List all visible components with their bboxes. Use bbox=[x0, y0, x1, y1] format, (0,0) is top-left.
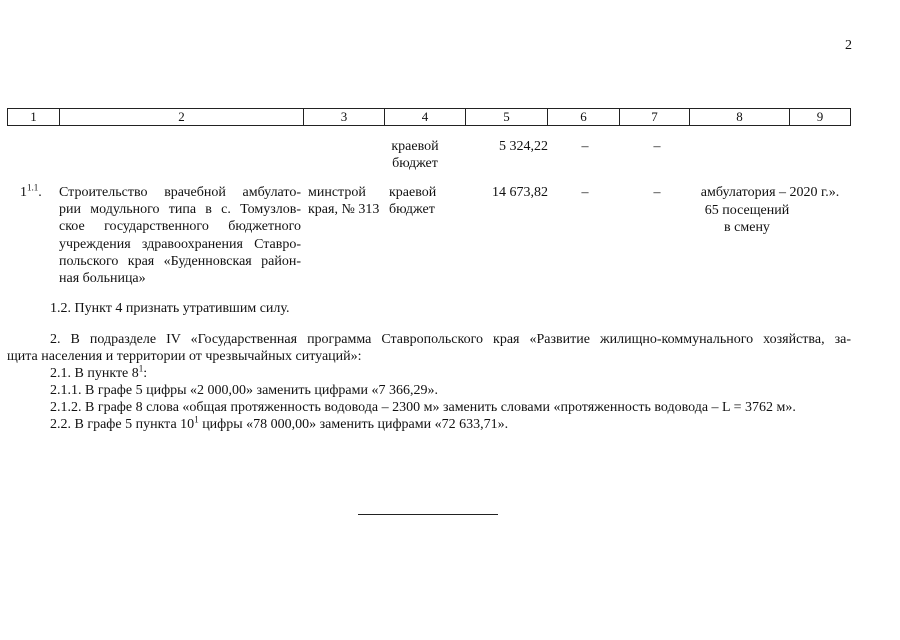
row-b-col7: – bbox=[653, 185, 661, 200]
row-b-name-line: польского края «Буденновская район- bbox=[59, 253, 301, 269]
row-b-result-line1: амбулатория – 2020 г.». bbox=[700, 185, 840, 200]
row-b-col6: – bbox=[581, 185, 589, 200]
header-col-3: 3 bbox=[304, 109, 385, 126]
row-b-result-line3: в смену bbox=[724, 220, 770, 235]
row-b-number: $1^{1.1}$. bbox=[20, 182, 42, 200]
header-col-7: 7 bbox=[620, 109, 690, 126]
paragraph-2-line2: щита населения и территории от чрезвычайных ситуаций»: bbox=[7, 349, 362, 364]
row-b-name-line: ная больница» bbox=[59, 271, 146, 287]
header-col-2: 2 bbox=[60, 109, 304, 126]
paragraph-2 bbox=[7, 331, 851, 365]
paragraph-1-2: 1.2. Пункт 4 признать утратившим силу. bbox=[50, 301, 290, 316]
row-a-col7: – bbox=[653, 139, 661, 154]
closing-divider-line bbox=[358, 514, 498, 515]
row-b-name bbox=[59, 184, 301, 287]
paragraph-2-line1: 2. В подразделе IV «Государственная программа Ставропольского края «Развитие жилищно-коммунального хозяйства, за- bbox=[50, 332, 851, 347]
row-a-col6: – bbox=[581, 139, 589, 154]
paragraph-2-1-2: 2.1.2. В графе 8 слова «общая протяженность водовода – 2300 м» заменить словами «протяженность водовода – L = 3762 м». bbox=[50, 400, 796, 415]
row-b-result-line2: 65 посещений bbox=[704, 203, 790, 218]
header-col-6: 6 bbox=[548, 109, 620, 126]
row-b-name-line: Строительство врачебной амбулато- bbox=[59, 185, 301, 200]
header-row bbox=[8, 109, 851, 126]
row-a-budget-line2: бюджет bbox=[392, 156, 438, 171]
row-a-budget-line1: краевой bbox=[391, 139, 439, 154]
paragraph-2-1: 2.1. В пункте $8^1$: bbox=[50, 363, 148, 381]
row-a-amount: 5 324,22 bbox=[499, 139, 548, 154]
row-b-name-line: ское государственного бюджетного bbox=[59, 219, 301, 235]
row-b-budget-line2: бюджет bbox=[389, 202, 435, 217]
header-col-1: 1 bbox=[8, 109, 60, 126]
row-b-executor-line1: минстрой bbox=[308, 185, 366, 200]
table-header bbox=[7, 108, 851, 126]
header-col-5: 5 bbox=[466, 109, 548, 126]
page-number: 2 bbox=[845, 38, 852, 53]
row-b-amount: 14 673,82 bbox=[492, 185, 548, 200]
header-col-4: 4 bbox=[385, 109, 466, 126]
paragraph-2-1-1: 2.1.1. В графе 5 цифры «2 000,00» заменить цифрами «7 366,29». bbox=[50, 383, 438, 398]
row-b-name-line: рии модульного типа в с. Томузлов- bbox=[59, 202, 301, 218]
row-b-name-line: учреждения здравоохранения Ставро- bbox=[59, 236, 301, 252]
header-col-9: 9 bbox=[790, 109, 851, 126]
row-b-executor-line2: края, № 313 bbox=[308, 202, 380, 217]
header-col-8: 8 bbox=[690, 109, 790, 126]
paragraph-2-2: 2.2. В графе 5 пункта $10^1$ цифры «78 000,00» заменить цифрами «72 633,71». bbox=[50, 414, 509, 432]
row-b-budget-line1: краевой bbox=[389, 185, 437, 200]
